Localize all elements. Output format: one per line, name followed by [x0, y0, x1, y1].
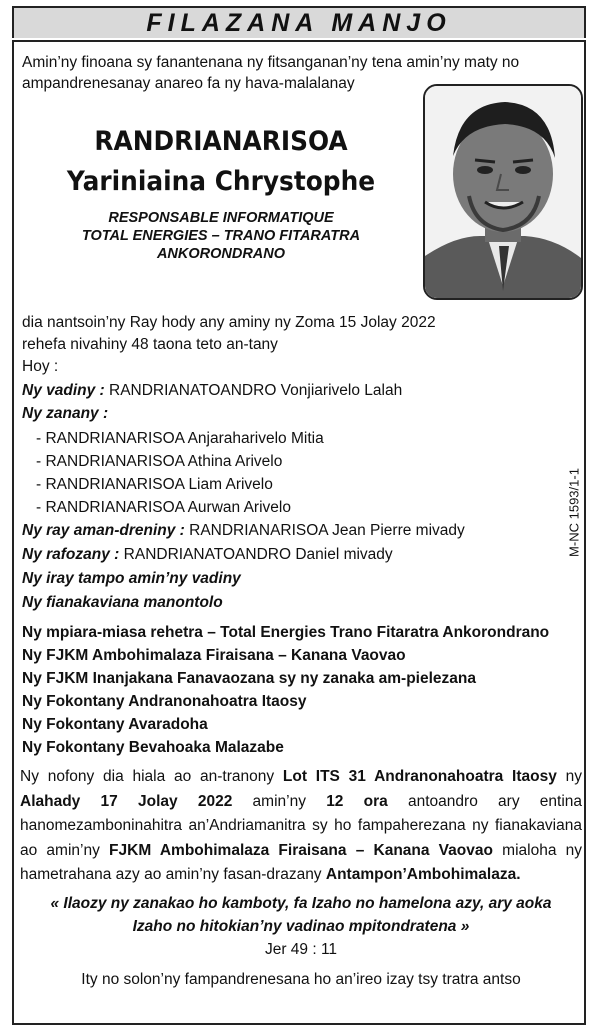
- funeral-text: mialoha ny hametrahana azy ao amin’ny fasan-drazany: [20, 841, 583, 884]
- funeral-paragraph: [20, 765, 582, 888]
- deceased-role-line: RESPONSABLE INFORMATIQUE: [108, 210, 334, 226]
- child-item: - RANDRIANARISOA Aurwan Arivelo: [36, 499, 291, 516]
- deceased-role-line: ANKORONDRANO: [156, 246, 286, 262]
- funeral-time: 12 ora: [326, 792, 388, 810]
- organization-line: Ny mpiara-miasa rehetra – Total Energies Trano Fitaratra Ankorondrano: [22, 624, 550, 641]
- funeral-text: Ny nofony dia hiala ao an-tranony: [20, 768, 283, 785]
- organization-line: Ny Fokontany Andranonahoatra Itaosy: [22, 693, 307, 710]
- inlaws-label: Ny rafozany :: [22, 546, 120, 563]
- portrait-photo: [423, 84, 583, 300]
- organization-line: Ny Fokontany Bevahoaka Malazabe: [22, 739, 284, 756]
- child-item: - RANDRIANARISOA Athina Arivelo: [36, 453, 283, 470]
- side-reference-code: M-NC 1593/1-1: [566, 468, 582, 557]
- deceased-role-line: TOTAL ENERGIES – TRANO FITARATRA: [81, 228, 361, 244]
- family-extra: Ny iray tampo amin’ny vadiny: [22, 570, 241, 587]
- parents-label: Ny ray aman-dreniny :: [22, 522, 185, 539]
- funeral-church: FJKM Ambohimalaza Firaisana – Kanana Vaovao: [109, 841, 493, 859]
- portrait-illustration: [425, 86, 581, 298]
- family-extra: Ny fianakaviana manontolo: [22, 594, 223, 611]
- bible-verse-line: Izaho no hitokian’ny vadinao mpitondratena »: [132, 918, 470, 935]
- funeral-text: ny: [556, 768, 582, 785]
- inlaws-line: [22, 544, 393, 566]
- children-label: Ny zanany :: [22, 405, 109, 422]
- parents-name: RANDRIANARISOA Jean Pierre mivady: [189, 522, 465, 539]
- inlaws-name: RANDRIANATOANDRO Daniel mivady: [123, 546, 393, 563]
- funeral-address: Lot ITS 31 Andranonahoatra Itaosy: [282, 768, 557, 785]
- page-title: FILAZANA MANJO: [146, 9, 452, 37]
- deceased-surname: RANDRIANARISOA: [94, 126, 348, 157]
- header-banner: [12, 6, 586, 38]
- funeral-burial-place: Antampon’Ambohimalaza.: [325, 866, 521, 884]
- organization-line: Ny Fokontany Avaradoha: [22, 716, 208, 733]
- spouse-name: RANDRIANATOANDRO Vonjiarivelo Lalah: [109, 382, 403, 399]
- funeral-date: Alahady 17 Jolay 2022: [20, 792, 233, 810]
- child-item: - RANDRIANARISOA Liam Arivelo: [36, 476, 273, 493]
- funeral-text: amin’ny: [232, 792, 327, 810]
- death-line: dia nantsoin’ny Ray hody any aminy ny Zoma 15 Jolay 2022: [22, 314, 436, 331]
- closing-text: Ity no solon’ny fampandrenesana ho an’ireo izay tsy tratra antso: [81, 971, 521, 988]
- spouse-label: Ny vadiny :: [22, 382, 105, 399]
- organization-line: Ny FJKM Ambohimalaza Firaisana – Kanana Vaovao: [22, 647, 406, 664]
- spouse-line: [22, 380, 402, 402]
- deceased-given-names: Yariniaina Chrystophe: [66, 166, 376, 197]
- intro-text: Amin’ny finoana sy fanantenana ny fitsanganan’ny tena amin’ny maty no ampandrenesanay anareo fa ny hava-malalanay: [22, 54, 520, 92]
- death-line: Hoy :: [22, 358, 59, 375]
- death-line: rehefa nivahiny 48 taona teto an-tany: [22, 336, 278, 353]
- child-item: - RANDRIANARISOA Anjaraharivelo Mitia: [36, 430, 324, 447]
- organization-line: Ny FJKM Inanjakana Fanavaozana sy ny zanaka am-pielezana: [22, 670, 476, 687]
- bible-verse-reference: Jer 49 : 11: [264, 941, 338, 958]
- parents-line: [22, 520, 465, 542]
- bible-verse-line: « Ilaozy ny zanakao ho kamboty, fa Izaho no hamelona azy, ary aoka: [50, 895, 552, 912]
- funeral-text: antoandro ary entina hanomezamboninahitra an’Andriamanitra sy ho fampaherezana ny fianakaviana ao amin’ny: [20, 792, 583, 859]
